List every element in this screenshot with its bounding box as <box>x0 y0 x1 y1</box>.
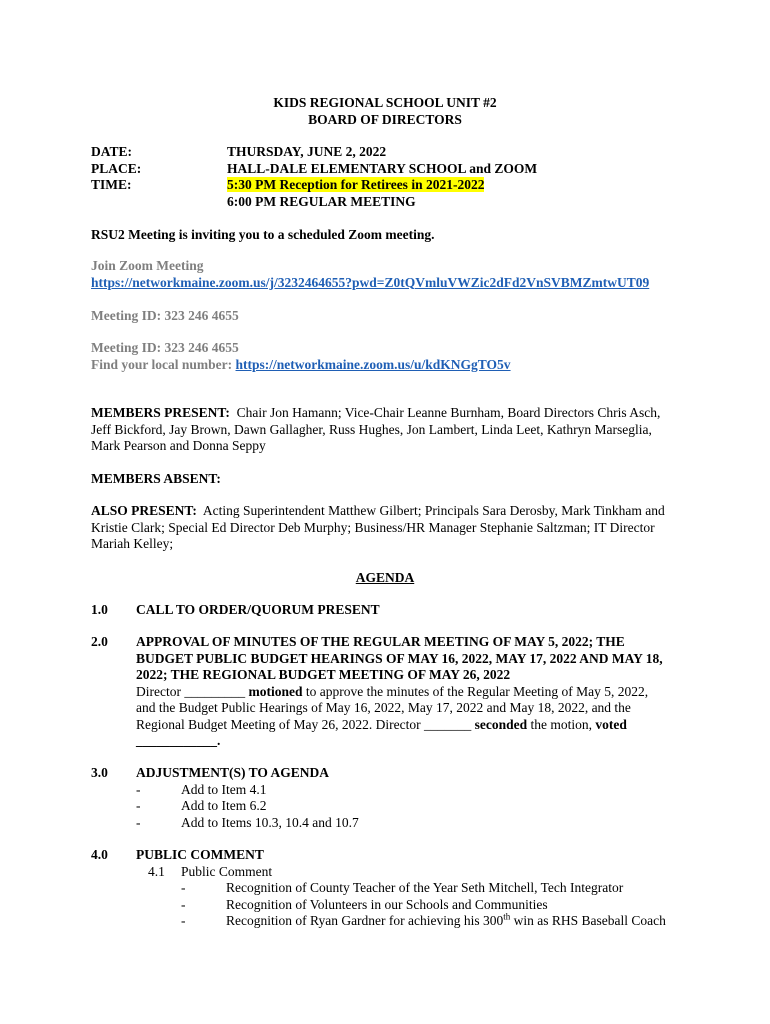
motioned-text: motioned <box>248 683 303 699</box>
agenda-item-4-number: 4.0 <box>91 847 108 862</box>
zoom-invite: RSU2 Meeting is inviting you to a scheduled Zoom meeting. <box>91 227 435 242</box>
also-present-label: ALSO PRESENT: <box>91 503 197 518</box>
agenda-item-1 <box>91 602 681 619</box>
agenda-heading-wrap <box>0 570 770 587</box>
document-title <box>0 95 770 128</box>
time-value-meeting: 6:00 PM REGULAR MEETING <box>227 193 416 209</box>
time-row <box>91 177 537 194</box>
list-item: - Recognition of Volunteers in our Schools and Communities <box>181 896 548 912</box>
time-row-2 <box>91 194 537 211</box>
title-line-1: KIDS REGIONAL SCHOOL UNIT #2 <box>273 95 497 110</box>
also-present-text: Acting Superintendent Matthew Gilbert; Principals Sara Derosby, Mark Tinkham and Kristie Clark; Special Ed Director Deb Murphy; Business/HR Manager Stephanie Saltzman; IT Director Mariah Kelley; <box>91 503 665 551</box>
agenda-item-2-number: 2.0 <box>91 634 108 649</box>
list-item: - Add to Item 6.2 <box>136 798 267 813</box>
title-line-2: BOARD OF DIRECTORS <box>308 111 462 127</box>
place-label: PLACE: <box>91 160 142 176</box>
date-row <box>91 144 537 161</box>
place-value: HALL-DALE ELEMENTARY SCHOOL and ZOOM <box>227 160 538 176</box>
agenda-heading: AGENDA <box>355 570 415 585</box>
members-absent-label: MEMBERS ABSENT: <box>91 471 221 486</box>
members-present-text: Chair Jon Hamann; Vice-Chair Leanne Burnham, Board Directors Chris Asch, Jeff Bickford, Jay Brown, Dawn Gallagher, Russ Hughes, Jon Lambert, Linda Leet, Kathryn Marseglia, Mark Pearson and Donna Seppy <box>91 405 661 453</box>
seconded-text: seconded <box>474 716 528 732</box>
agenda-item-2-motion: Director _________ motioned to approve the minutes of the Regular Meeting of May 5, 2022, and the Budget Public Hearings of May 16, 2022, May 17, 2022 and May 18, 2022, and the Regional Budget Meeting of May 26, 2022. Director _______ seconded the motion, voted ____________. <box>136 683 649 748</box>
time-label: TIME: <box>91 177 132 192</box>
meeting-info <box>91 144 537 210</box>
list-item: - Add to Items 10.3, 10.4 and 10.7 <box>136 814 359 830</box>
list-item: - Recognition of County Teacher of the Year Seth Mitchell, Tech Integrator <box>181 880 624 895</box>
agenda-item-1-title: CALL TO ORDER/QUORUM PRESENT <box>136 602 380 617</box>
agenda-item-4-title: PUBLIC COMMENT <box>136 847 264 862</box>
list-item: - Recognition of Ryan Gardner for achieving his 300th win as RHS Baseball Coach <box>181 911 666 928</box>
agenda-item-1-number: 1.0 <box>91 602 108 617</box>
agenda-subitem-4-1: 4.1 Public Comment <box>148 863 273 879</box>
time-value-reception: 5:30 PM Reception for Retirees in 2021-2022 <box>227 177 485 192</box>
agenda-item-3-number: 3.0 <box>91 765 108 780</box>
agenda-item-3-title: ADJUSTMENT(S) TO AGENDA <box>136 765 330 780</box>
zoom-join-link[interactable]: https://networkmaine.zoom.us/j/3232464655?pwd=Z0tQVmluVWZic2dFd2VnSVBMZmtwUT09 <box>91 274 650 290</box>
agenda-item-2 <box>91 634 681 750</box>
also-present <box>91 503 676 553</box>
list-item: - Add to Item 4.1 <box>136 781 267 797</box>
date-label: DATE: <box>91 144 133 159</box>
voted-text: voted ____________. <box>136 716 627 748</box>
agenda-item-4 <box>91 847 681 930</box>
date-value: THURSDAY, JUNE 2, 2022 <box>227 144 387 159</box>
members-present <box>91 405 681 455</box>
meeting-id-1: Meeting ID: 323 246 4655 <box>91 308 239 323</box>
agenda-item-3 <box>91 765 681 831</box>
zoom-join-label: Join Zoom Meeting <box>91 258 204 273</box>
meeting-id-2: Meeting ID: 323 246 4655 <box>91 340 239 355</box>
place-row <box>91 161 537 178</box>
local-number-label: Find your local number: <box>91 356 233 372</box>
local-number-link[interactable]: https://networkmaine.zoom.us/u/kdKNGgTO5v <box>235 356 511 372</box>
zoom-join-block <box>91 258 681 291</box>
agenda-item-2-title: APPROVAL OF MINUTES OF THE REGULAR MEETING OF MAY 5, 2022; THE BUDGET PUBLIC BUDGET HEARINGS OF MAY 16, 2022, MAY 17, 2022 AND MAY 18, 2022; THE REGIONAL BUDGET MEETING OF MAY 26, 2022 <box>136 634 663 682</box>
members-present-label: MEMBERS PRESENT: <box>91 405 230 420</box>
meeting-id-block <box>91 340 681 373</box>
